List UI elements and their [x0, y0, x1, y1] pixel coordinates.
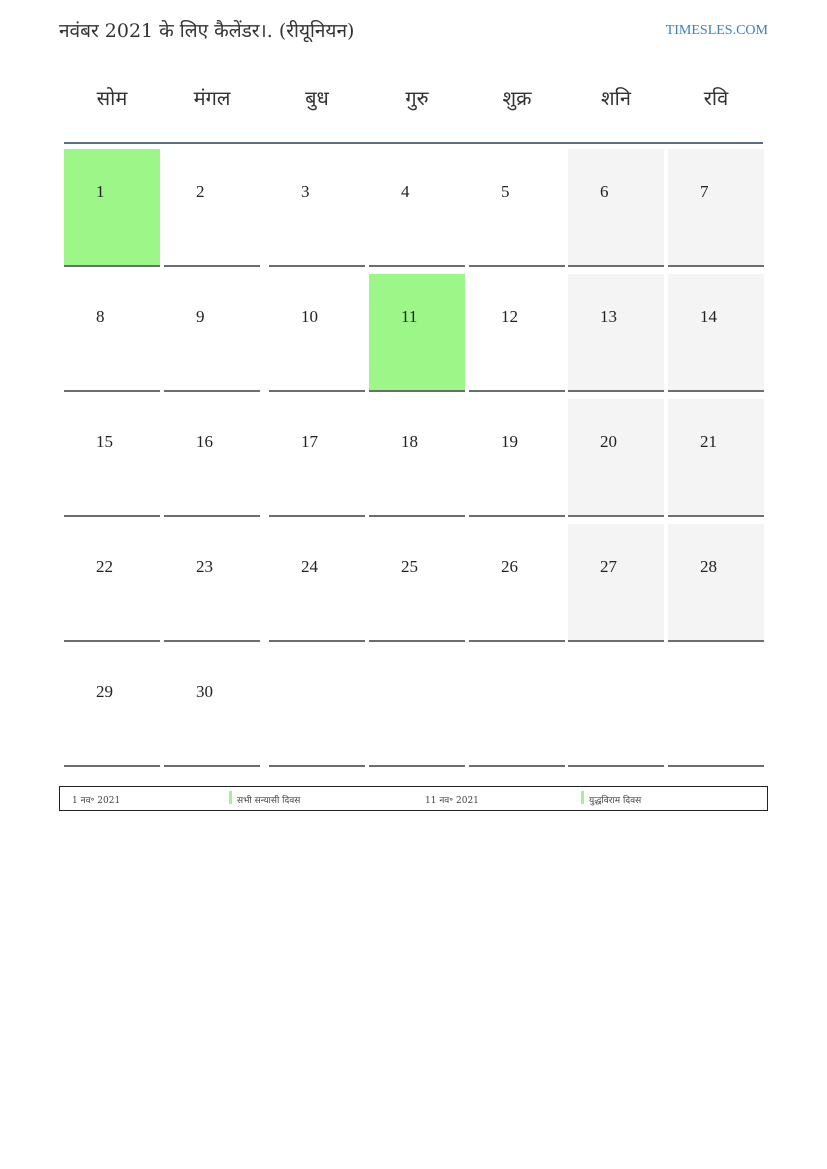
- legend-date: 1 नव॰ 2021: [72, 796, 121, 806]
- day-number: 7: [700, 182, 709, 201]
- weekday-label: शुक्र: [502, 86, 532, 110]
- day-cell[interactable]: [469, 524, 565, 642]
- day-cell[interactable]: [568, 274, 664, 392]
- day-number: 30: [196, 682, 213, 701]
- weekday-label: बुध: [305, 86, 329, 110]
- day-cell[interactable]: [164, 649, 260, 767]
- day-cell[interactable]: [269, 524, 365, 642]
- holiday-legend: [59, 786, 768, 811]
- day-number: 15: [96, 432, 113, 451]
- day-number: 22: [96, 557, 113, 576]
- header-divider: [64, 142, 763, 144]
- legend-holiday-name: युद्धविराम दिवस: [589, 796, 642, 806]
- day-number: 11: [401, 307, 418, 326]
- day-cell[interactable]: [369, 524, 465, 642]
- day-cell[interactable]: [64, 149, 160, 267]
- weekday-label: शनि: [601, 86, 631, 110]
- legend-color-swatch: [229, 791, 232, 804]
- day-number: 5: [501, 182, 510, 201]
- day-cell[interactable]: [269, 399, 365, 517]
- day-cell[interactable]: [64, 399, 160, 517]
- day-cell[interactable]: [369, 274, 465, 392]
- day-number: 13: [600, 307, 617, 326]
- day-number: 24: [301, 557, 318, 576]
- day-number: 12: [501, 307, 518, 326]
- day-cell[interactable]: [469, 399, 565, 517]
- day-cell[interactable]: [469, 149, 565, 267]
- day-cell[interactable]: [164, 274, 260, 392]
- day-number: 9: [196, 307, 205, 326]
- day-cell[interactable]: [269, 149, 365, 267]
- day-cell[interactable]: [64, 524, 160, 642]
- day-number: 2: [196, 182, 205, 201]
- day-number: 20: [600, 432, 617, 451]
- day-number: 3: [301, 182, 310, 201]
- weekday-label: सोम: [96, 86, 128, 110]
- day-number: 27: [600, 557, 617, 576]
- empty-day-cell: [668, 649, 764, 767]
- legend-holiday-name: सभी सन्यासी दिवस: [237, 796, 301, 806]
- day-cell[interactable]: [164, 149, 260, 267]
- day-cell[interactable]: [164, 524, 260, 642]
- legend-date: 11 नव॰ 2021: [425, 796, 479, 806]
- day-cell[interactable]: [469, 274, 565, 392]
- day-cell[interactable]: [64, 274, 160, 392]
- day-cell[interactable]: [64, 649, 160, 767]
- day-number: 28: [700, 557, 717, 576]
- day-number: 25: [401, 557, 418, 576]
- empty-day-cell: [469, 649, 565, 767]
- day-number: 16: [196, 432, 213, 451]
- day-cell[interactable]: [668, 399, 764, 517]
- site-link[interactable]: TIMESLES.COM: [665, 23, 768, 38]
- day-number: 10: [301, 307, 318, 326]
- weekday-header-row: [64, 84, 763, 124]
- day-cell[interactable]: [668, 274, 764, 392]
- day-number: 4: [401, 182, 410, 201]
- day-cell[interactable]: [369, 149, 465, 267]
- day-number: 1: [96, 182, 105, 201]
- day-number: 29: [96, 682, 113, 701]
- day-number: 8: [96, 307, 105, 326]
- day-cell[interactable]: [568, 399, 664, 517]
- day-number: 23: [196, 557, 213, 576]
- weekday-label: गुरु: [405, 86, 429, 110]
- day-number: 18: [401, 432, 418, 451]
- day-number: 6: [600, 182, 609, 201]
- day-number: 19: [501, 432, 518, 451]
- day-number: 26: [501, 557, 518, 576]
- day-cell[interactable]: [269, 274, 365, 392]
- day-number: 21: [700, 432, 717, 451]
- empty-day-cell: [568, 649, 664, 767]
- empty-day-cell: [269, 649, 365, 767]
- weekday-label: रवि: [703, 86, 729, 110]
- day-cell[interactable]: [369, 399, 465, 517]
- day-cell[interactable]: [164, 399, 260, 517]
- day-cell[interactable]: [668, 524, 764, 642]
- empty-day-cell: [369, 649, 465, 767]
- day-cell[interactable]: [568, 524, 664, 642]
- day-cell[interactable]: [668, 149, 764, 267]
- page-title: नवंबर 2021 के लिए कैलेंडर।. (रीयूनियन): [59, 20, 355, 42]
- weekday-label: मंगल: [193, 86, 231, 110]
- legend-color-swatch: [581, 791, 584, 804]
- day-number: 17: [301, 432, 318, 451]
- day-cell[interactable]: [568, 149, 664, 267]
- day-number: 14: [700, 307, 717, 326]
